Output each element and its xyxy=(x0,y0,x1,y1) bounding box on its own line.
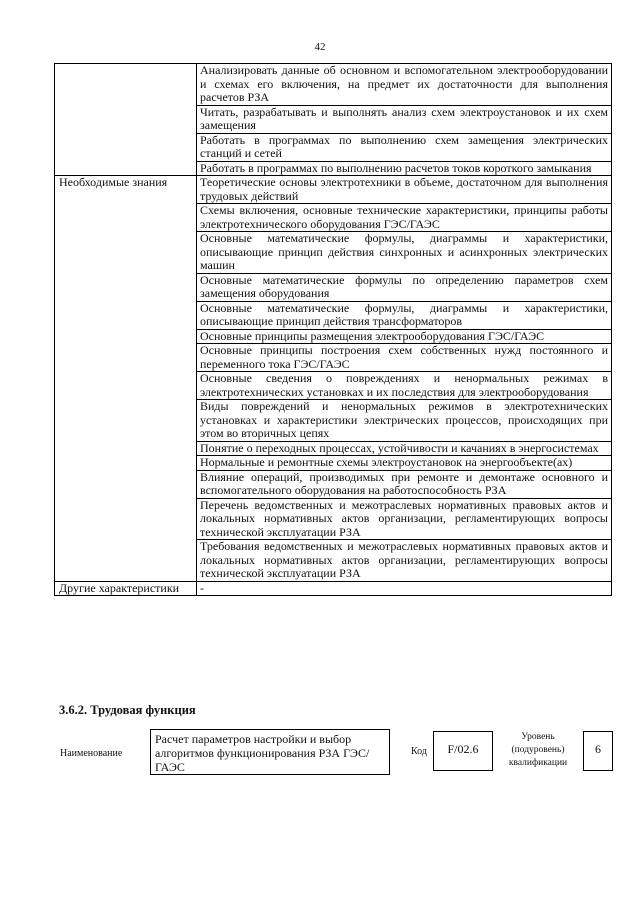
table-row xyxy=(55,470,612,498)
table-row xyxy=(55,400,612,442)
qualification-level-box: 6 xyxy=(583,731,613,771)
row-text: Перечень ведомственных и межотраслевых нормативных правовых актов и локальных нормативных актов организации, регламентирующих вопросы технической эксплуатации РЗА xyxy=(197,498,612,540)
competency-table xyxy=(54,63,612,596)
row-text: Анализировать данные об основном и вспомогательном электрооборудовании и схемах его включения, на предмет их достаточности для выполнения расчетов РЗА xyxy=(197,64,612,106)
row-label xyxy=(55,372,197,400)
row-text: Работать в программах по выполнению схем замещения электрических станций и сетей xyxy=(197,133,612,161)
row-text: Читать, разрабатывать и выполнять анализ схем электроустановок и их схем замещения xyxy=(197,105,612,133)
row-text: Основные сведения о повреждениях и ненормальных режимах в электротехнических установках и их последствия для электрооборудования xyxy=(197,372,612,400)
row-text: Влияние операций, производимых при ремонте и демонтаже основного и вспомогательного оборудования на работоспособность РЗА xyxy=(197,470,612,498)
table-row xyxy=(55,64,612,106)
row-label xyxy=(55,441,197,456)
row-label xyxy=(55,470,197,498)
table-row xyxy=(55,273,612,301)
page-number: 42 xyxy=(314,41,326,53)
row-label: Необходимые знания xyxy=(55,176,197,204)
table-row xyxy=(55,498,612,540)
row-text: Основные математические формулы по определению параметров схем замещения оборудования xyxy=(197,273,612,301)
row-text: Основные математические формулы, диаграммы и характеристики, описывающие принцип действия трансформаторов xyxy=(197,301,612,329)
function-code-box: F/02.6 xyxy=(433,731,493,771)
row-label xyxy=(55,161,197,176)
table-row xyxy=(55,204,612,232)
row-label xyxy=(55,540,197,582)
row-text: Работать в программах по выполнению расчетов токов короткого замыкания xyxy=(197,161,612,176)
function-code-label: Код xyxy=(411,746,427,757)
row-label xyxy=(55,344,197,372)
row-text: Теоретические основы электротехники в объеме, достаточном для выполнения трудовых действий xyxy=(197,176,612,204)
table-row xyxy=(55,232,612,274)
row-label xyxy=(55,329,197,344)
qualification-level-label: Уровень (подуровень) квалификации xyxy=(508,732,568,768)
section-title: 3.6.2. Трудовая функция xyxy=(59,703,196,717)
row-text: Основные принципы размещения электрооборудования ГЭС/ГАЭС xyxy=(197,329,612,344)
row-text: - xyxy=(197,581,612,596)
table-row xyxy=(55,329,612,344)
table-row xyxy=(55,456,612,471)
row-label xyxy=(55,273,197,301)
row-label xyxy=(55,232,197,274)
row-label xyxy=(55,64,197,106)
row-text: Требования ведомственных и межотраслевых нормативных правовых актов и локальных нормативных актов организации, регламентирующих вопросы технической эксплуатации РЗА xyxy=(197,540,612,582)
table-row xyxy=(55,133,612,161)
row-label xyxy=(55,498,197,540)
table-row xyxy=(55,581,612,596)
table-row xyxy=(55,372,612,400)
row-text: Основные принципы построения схем собственных нужд постоянного и переменного тока ГЭС/ГАЭС xyxy=(197,344,612,372)
row-text: Понятие о переходных процессах, устойчивости и качаниях в энергосистемах xyxy=(197,441,612,456)
table-row xyxy=(55,540,612,582)
row-text: Схемы включения, основные технические характеристики, принципы работы электротехнического оборудования ГЭС/ГАЭС xyxy=(197,204,612,232)
table-row xyxy=(55,176,612,204)
row-text: Нормальные и ремонтные схемы электроустановок на энергообъекте(ах) xyxy=(197,456,612,471)
row-label xyxy=(55,456,197,471)
row-label xyxy=(55,133,197,161)
row-label xyxy=(55,400,197,442)
row-label xyxy=(55,105,197,133)
row-text: Основные математические формулы, диаграммы и характеристики, описывающие принцип действия синхронных и асинхронных электрических машин xyxy=(197,232,612,274)
row-label xyxy=(55,204,197,232)
table-row xyxy=(55,441,612,456)
table-row xyxy=(55,301,612,329)
row-label xyxy=(55,301,197,329)
table-row xyxy=(55,344,612,372)
row-label: Другие характеристики xyxy=(55,581,197,596)
function-name-box: Расчет параметров настройки и выбор алгоритмов функционирования РЗА ГЭС/ГАЭС xyxy=(150,729,390,775)
table-row xyxy=(55,161,612,176)
competency-table-body xyxy=(55,64,612,596)
row-text: Виды повреждений и ненормальных режимов в электротехнических установках и характеристики электрических процессов, происходящих при этом во вторичных цепях xyxy=(197,400,612,442)
function-name-label: Наименование xyxy=(60,748,123,759)
table-row xyxy=(55,105,612,133)
